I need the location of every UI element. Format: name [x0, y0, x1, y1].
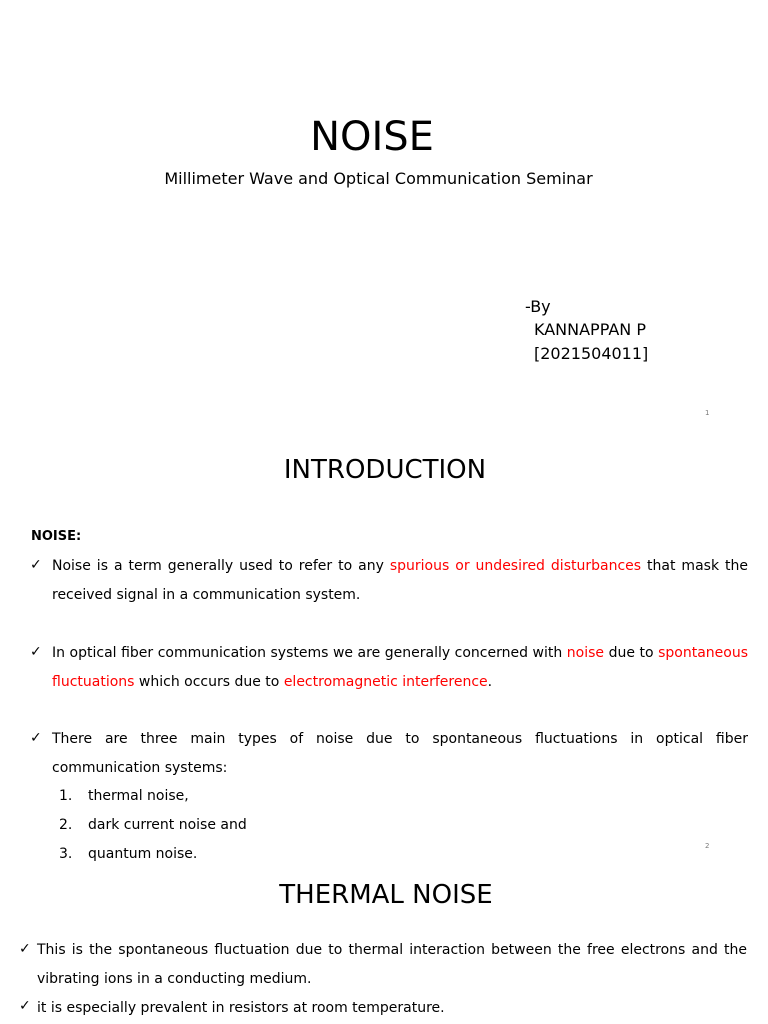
bullet-text: There are three main types of noise due to spontaneous fluctuations in optical fiber communication systems: — [52, 731, 748, 776]
list-number: 2. — [59, 817, 73, 833]
bullet-text: Noise is a term generally used to refer to any spurious or undesired disturbances that mask the received signal in a communication system. — [52, 558, 748, 603]
check-mark-icon: ✓ — [19, 998, 31, 1014]
list-item: thermal noise, — [88, 788, 189, 804]
list-number: 1. — [59, 788, 73, 804]
slide-title: NOISE — [310, 114, 434, 160]
slide-number: 1 — [705, 409, 710, 417]
highlighted-text: spurious or undesired disturbances — [389, 558, 642, 574]
check-mark-icon: ✓ — [19, 941, 31, 957]
author-roll-number: [2021504011] — [534, 344, 649, 363]
list-item: quantum noise. — [88, 846, 198, 862]
section-label: NOISE: — [31, 529, 82, 544]
list-number: 3. — [59, 846, 73, 862]
bullet-text: In optical fiber communication systems we are generally concerned with noise due to spontaneous fluctuations which occurs due to electromagnetic interference. — [52, 645, 749, 690]
slide-title: THERMAL NOISE — [279, 880, 493, 910]
author-name: KANNAPPAN P — [534, 320, 646, 339]
by-label: -By — [525, 297, 551, 316]
highlighted-text: spontaneous fluctuations — [52, 645, 749, 690]
bullet-text: it is especially prevalent in resistors at room temperature. — [37, 1000, 445, 1016]
slide-subtitle: Millimeter Wave and Optical Communication Seminar — [164, 169, 593, 188]
check-mark-icon: ✓ — [30, 644, 42, 660]
check-mark-icon: ✓ — [30, 557, 42, 573]
highlighted-text: noise — [566, 645, 605, 661]
list-item: dark current noise and — [88, 817, 247, 833]
slide-title: INTRODUCTION — [283, 455, 487, 485]
bullet-text: This is the spontaneous fluctuation due to thermal interaction between the free electrons and the vibrating ions in a conducting medium. — [37, 942, 747, 987]
slide-number: 2 — [705, 842, 710, 850]
check-mark-icon: ✓ — [30, 730, 42, 746]
highlighted-text: electromagnetic interference — [283, 674, 488, 690]
